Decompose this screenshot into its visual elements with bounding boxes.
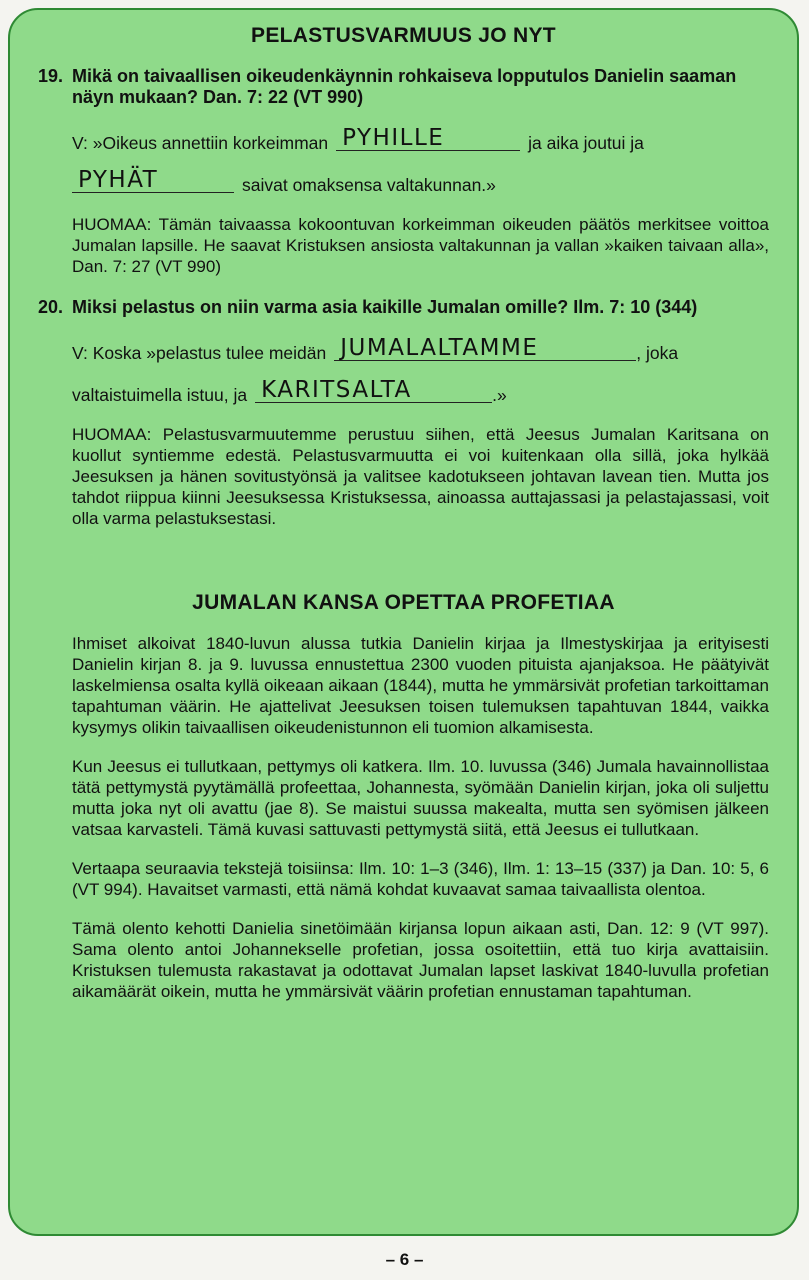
answer-text: .» [492,385,507,405]
answer-text: V: Koska »pelastus tulee meidän [72,343,327,363]
question-number: 20. [38,297,64,317]
answer-line [72,154,769,196]
answer-blank[interactable]: PYHILLE [336,126,520,151]
page-number: – 6 – [385,1250,424,1269]
question-text: Mikä on taivaallisen oikeudenkäynnin rohkaiseva lopputulos Danielin saaman näyn mukaan? Dan. 7: 22 (VT 990) [72,66,737,107]
answer-line [72,364,769,406]
content-panel [8,8,799,1236]
note-paragraph: HUOMAA: Pelastusvarmuutemme perustuu siihen, että Jeesus Jumalan Karitsana on kuollut syntiemme edestä. Pelastusvarmuutta ei voi kuitenkaan olla sillä, joka hylkää Jeesuksen ja hänen sovitustyönsä ja valitsee kadotukseen johtavan lavean tien. Mutta jos tahdot riippua kiinni Jeesuksessa Kristuksessa, ainoassa auttajassasi ja pelastajassasi, voit olla varma pelastuksestasi. [72,425,769,528]
answer-text: saivat omaksensa valtakunnan.» [242,175,496,195]
answer-text: V: »Oikeus annettiin korkeimman [72,133,329,153]
body-paragraph: Tämä olento kehotti Danielia sinetöimään kirjansa lopun aikaan asti, Dan. 12: 9 (VT 997). Sama olento antoi Johannekselle profetian, jossa osoitettiin, että tuo kirja avattaisiin. Kristuksen tulemusta rakastavat ja odottavat Jumalan lapset laskivat 1840-luvulla profetian aikamäärät oikein, mutta he ymmärsivät väärin profetian ennustaman tapahtuman. [72,919,769,1001]
answer-text: ja aika joutui ja [528,133,644,153]
body-paragraph: Vertaapa seuraavia tekstejä toisiinsa: Ilm. 10: 1–3 (346), Ilm. 1: 13–15 (337) ja Dan. 10: 5, 6 (VT 994). Havaitset varmasti, että nämä kohdat kuvaavat samaa taivaallista olentoa. [72,859,769,899]
question-19 [38,66,769,108]
question-number: 19. [38,66,64,86]
answer-blank[interactable]: KARITSALTA [255,378,492,403]
answer-text: , joka [636,343,679,363]
section-title: JUMALAN KANSA OPETTAA PROFETIAA [192,591,615,614]
answer-text: valtaistuimella istuu, ja [72,385,248,405]
answer-line [72,322,769,364]
note-paragraph: HUOMAA: Tämän taivaassa kokoontuvan korkeimman oikeuden päätös merkitsee voittoa Jumalan lapsille. He saavat Kristuksen ansiosta valtakunnan ja vallan »kaiken taivaan alla», Dan. 7: 27 (VT 990) [72,215,769,276]
answer-blank[interactable]: PYHÄT [72,168,234,193]
answer-blank[interactable]: JUMALALTAMME [334,336,636,361]
answer-line [72,112,769,154]
question-text: Miksi pelastus on niin varma asia kaikille Jumalan omille? Ilm. 7: 10 (344) [72,297,698,317]
body-paragraph: Kun Jeesus ei tullutkaan, pettymys oli katkera. Ilm. 10. luvussa (346) Jumala havainnollistaa tätä pettymystä pyytämällä profeettaa, Johannesta, syömään Danielin kirjan, joka oli suljettu mutta joka nyt oli avattu (jae 8). Se maistui suussa makealta, mutta sen syömisen jälkeen vatsaa karvasteli. Tämä kuvasi sattuvasti pettymystä siitä, että Jeesus ei tullutkaan. [72,757,769,839]
question-20 [38,297,769,318]
body-paragraph: Ihmiset alkoivat 1840-luvun alussa tutkia Danielin kirjaa ja Ilmestyskirjaa ja erityisesti Danielin kirjan 8. ja 9. luvussa ennustettua 2300 vuoden pituista ajanjaksoa. He päätyivät laskelmiensa osalta kyllä oikeaan aikaan (1844), mutta he ymmärsivät profetian tarkoittaman tapahtuman väärin. He ajattelivat Jeesuksen toisen tulemuksen tapahtuvan 1844, vaikka kysymys olikin taivaallisen oikeudenistunnon eli tuomion alkamisesta. [72,634,769,737]
section-title: PELASTUSVARMUUS JO NYT [251,24,556,47]
